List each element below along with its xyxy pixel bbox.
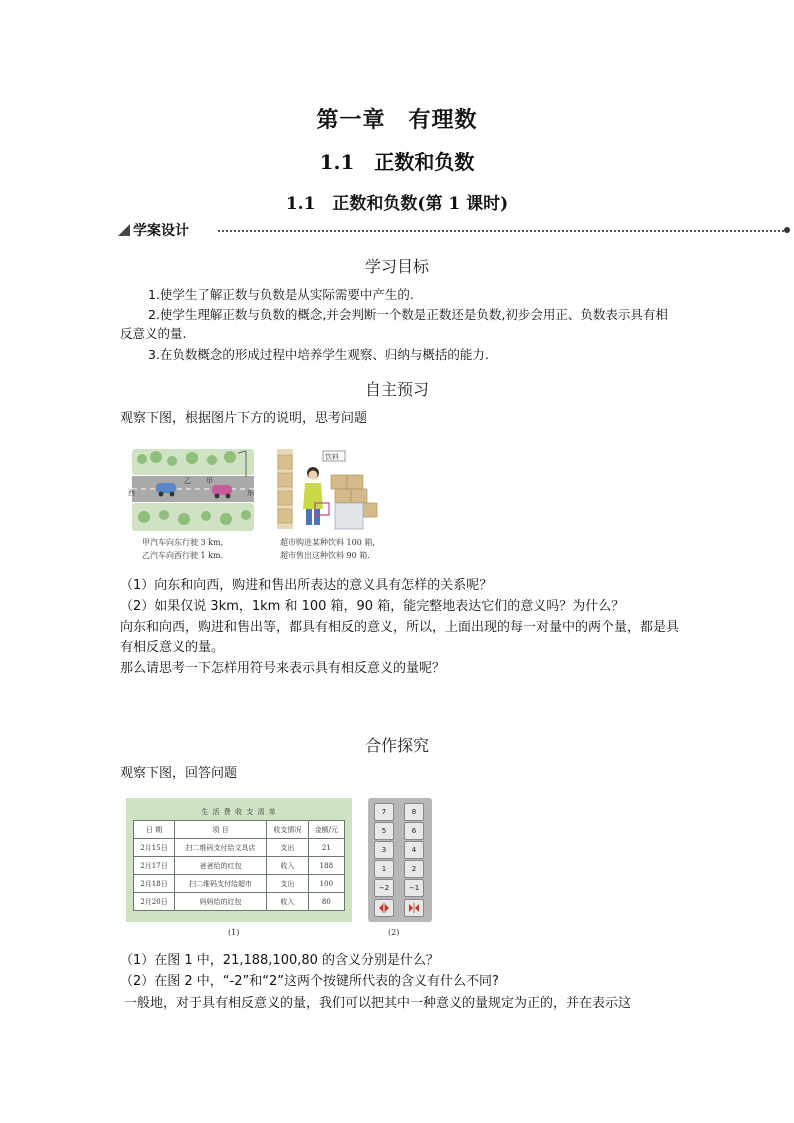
ledger-cell: 80	[308, 893, 344, 911]
ledger-cell: 100	[308, 875, 344, 893]
ledger-cell: 收入	[266, 893, 308, 911]
ledger-cell: 2月20日	[134, 893, 175, 911]
ledger-table	[133, 820, 345, 911]
key-3: 3	[374, 841, 394, 859]
table-row	[134, 839, 345, 857]
dotted-divider	[218, 230, 784, 232]
key-minus-2: −2	[374, 879, 394, 897]
banner-label	[118, 222, 189, 240]
preview-explanation: 向东和向西，购进和售出等，都具有相反的意义，所以，上面出现的每一对量中的两个量，都是具有相反意义的量。	[120, 620, 680, 655]
lesson-title: 1.1 正数和负数(第 1 课时)	[285, 194, 509, 214]
ledger-title: 生 活 费 收 支 清 单	[201, 808, 277, 816]
key-8: 8	[404, 803, 424, 821]
road-figure	[126, 447, 262, 533]
key-6: 6	[404, 822, 424, 840]
west-label: 西	[128, 489, 135, 497]
ledger-cell: 爸爸给的红包	[175, 857, 267, 875]
car-a-label: 甲	[206, 477, 213, 485]
ledger-panel	[126, 798, 352, 922]
door-open-icon	[374, 899, 394, 917]
elevator-keypad	[368, 798, 432, 922]
ledger-header-row	[134, 821, 345, 839]
road-illustration	[126, 447, 262, 533]
ledger-cell: 妈妈给的红包	[175, 893, 267, 911]
ledger-cell: 21	[308, 839, 344, 857]
keypad-label: (2)	[388, 928, 400, 937]
ledger-cell: 收入	[266, 857, 308, 875]
ledger-col-item: 项 目	[175, 821, 267, 839]
key-minus-1: −1	[404, 879, 424, 897]
explore-heading: 合作探究	[364, 736, 429, 755]
section-banner	[118, 222, 790, 240]
ledger-cell: 支出	[266, 839, 308, 857]
ledger-col-date: 日 期	[134, 821, 175, 839]
shop-sign: 饮料	[325, 453, 339, 461]
section-title: 1.1 正数和负数	[319, 150, 475, 174]
ledger-col-type: 收支情况	[266, 821, 308, 839]
ledger-cell: 2月17日	[134, 857, 175, 875]
goals-heading: 学习目标	[364, 257, 429, 276]
key-1: 1	[374, 860, 394, 878]
ledger-col-amount: 金额/元	[308, 821, 344, 839]
road-caption-1: 甲汽车向东行驶 3 km,	[142, 538, 224, 547]
ledger-cell: 支出	[266, 875, 308, 893]
east-label: 东	[247, 489, 254, 497]
divider-end-dot	[784, 227, 790, 233]
car-b-label: 乙	[184, 477, 191, 485]
key-5: 5	[374, 822, 394, 840]
supermarket-figure	[275, 447, 385, 533]
table-row	[134, 893, 345, 911]
preview-think: 那么请思考一下怎样用符号来表示具有相反意义的量呢？	[120, 661, 446, 676]
explore-summary: 一般地，对于具有相反意义的量，我们可以把其中一种意义的量规定为正的，并在表示这	[124, 996, 632, 1011]
goal-item-3: 3.在负数概念的形成过程中培养学生观察、归纳与概括的能力.	[148, 347, 489, 362]
explore-question-2: （2）在图 2 中，“-2”和“2”这两个按键所代表的含义有什么不同?	[120, 974, 499, 989]
table-row	[134, 857, 345, 875]
shop-caption-2: 超市售出这种饮料 90 箱.	[280, 551, 370, 560]
preview-question-1: （1）向东和向西，购进和售出所表达的意义具有怎样的关系呢？	[120, 578, 493, 593]
key-4: 4	[404, 841, 424, 859]
ledger-label: (1)	[228, 928, 240, 937]
ledger-cell: 2月15日	[134, 839, 175, 857]
triangle-icon	[118, 224, 130, 236]
road-caption-2: 乙汽车向西行驶 1 km.	[142, 551, 224, 560]
preview-heading: 自主预习	[364, 380, 429, 399]
ledger-cell: 扫二维码支付给文具店	[175, 839, 267, 857]
ledger-cell: 188	[308, 857, 344, 875]
ledger-cell: 扫二维码支付给超市	[175, 875, 267, 893]
explore-question-1: （1）在图 1 中，21,188,100,80 的含义分别是什么？	[120, 953, 440, 968]
preview-question-2: （2）如果仅说 3km，1km 和 100 箱，90 箱，能完整地表达它们的意义吗？为什么？	[120, 599, 625, 614]
key-7: 7	[374, 803, 394, 821]
goal-item-1: 1.使学生了解正数与负数是从实际需要中产生的.	[148, 287, 414, 302]
key-2: 2	[404, 860, 424, 878]
chapter-title: 第一章 有理数	[316, 107, 478, 133]
ledger-cell: 2月18日	[134, 875, 175, 893]
banner-text: 学案设计	[133, 223, 189, 239]
preview-intro: 观察下图，根据图片下方的说明，思考问题	[120, 411, 368, 426]
goal-item-2: 2.使学生理解正数与负数的概念,并会判断一个数是正数还是负数,初步会用正、负数表示具有相反意义的量.	[120, 307, 668, 341]
door-close-icon	[404, 899, 424, 917]
explore-intro: 观察下图，回答问题	[120, 766, 238, 781]
table-row	[134, 875, 345, 893]
shop-caption-1: 超市购进某种饮料 100 箱,	[280, 538, 375, 547]
